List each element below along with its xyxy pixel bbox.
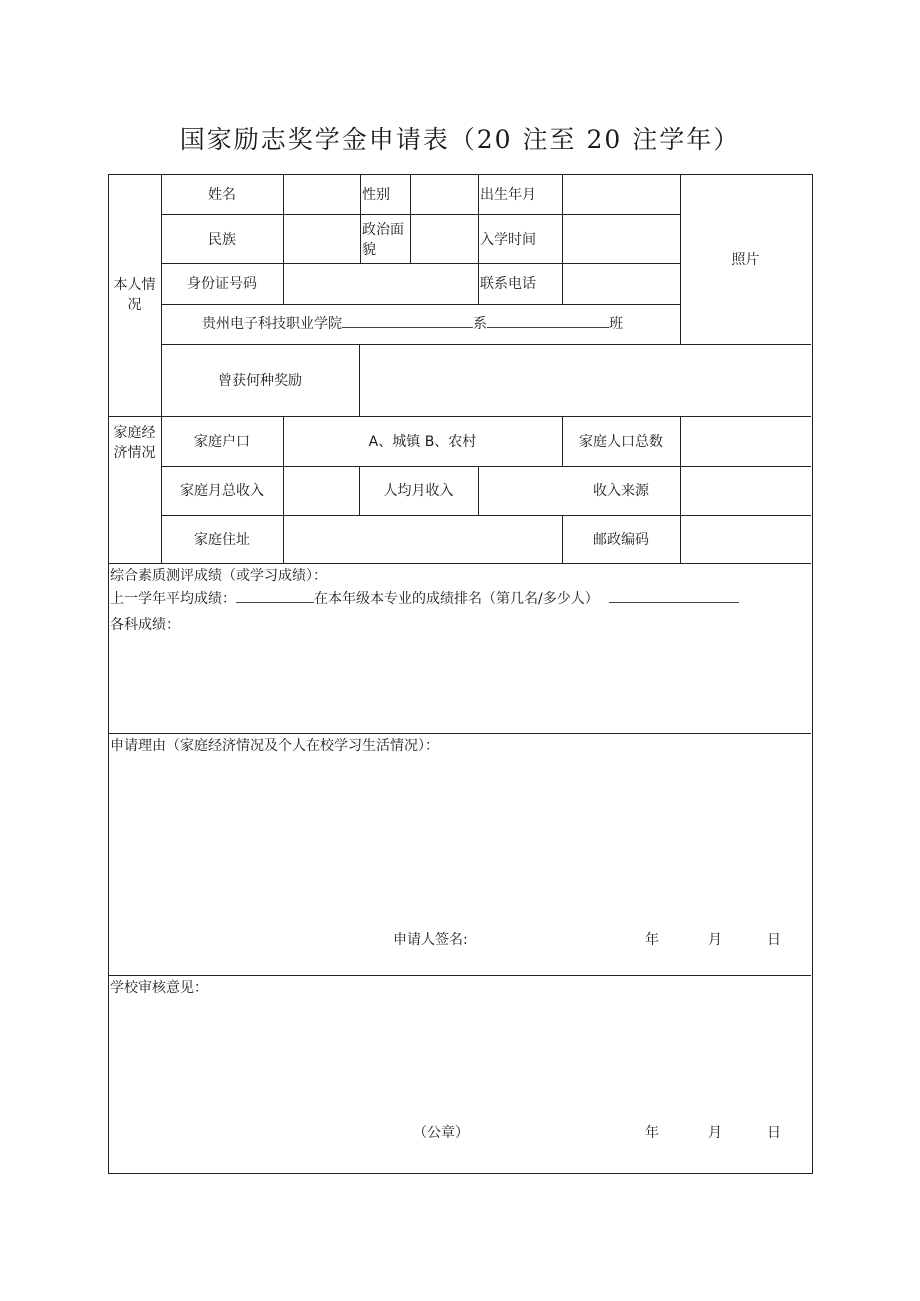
school-month: 月 bbox=[708, 1125, 722, 1141]
birth-label: 出生年月 bbox=[480, 187, 536, 203]
school-day: 日 bbox=[767, 1125, 781, 1141]
postcode-label: 邮政编码 bbox=[593, 532, 649, 548]
dept-blank[interactable] bbox=[342, 314, 473, 328]
form-title: 国家励志奖学金申请表（20 注至 20 注学年） bbox=[179, 125, 741, 154]
reason-year: 年 bbox=[645, 932, 659, 948]
signature-label: 申请人签名: bbox=[393, 932, 468, 948]
photo-label: 照片 bbox=[731, 252, 760, 268]
name-label: 姓名 bbox=[208, 187, 236, 203]
rank-text: 在本年级本专业的成绩排名（第几名/多少人） bbox=[314, 591, 599, 607]
class-blank[interactable] bbox=[487, 314, 609, 328]
hukou-label: 家庭户口 bbox=[194, 434, 250, 450]
id-label: 身份证号码 bbox=[187, 276, 257, 292]
income-label: 家庭月总收入 bbox=[180, 483, 264, 499]
gender-label: 性别 bbox=[362, 187, 390, 203]
reason-month: 月 bbox=[708, 932, 722, 948]
source-label: 收入来源 bbox=[593, 483, 649, 499]
section-label-family: 家庭经 济情况 bbox=[113, 425, 156, 461]
section-label-personal: 本人情 况 bbox=[113, 277, 156, 313]
class-suffix: 班 bbox=[609, 316, 623, 332]
dept-suffix: 系 bbox=[473, 316, 487, 332]
subjects-label: 各科成绩： bbox=[110, 617, 180, 633]
avg-prefix: 上一学年平均成绩： bbox=[110, 591, 236, 607]
hukou-options: A、城镇 B、农村 bbox=[368, 434, 477, 450]
school-year: 年 bbox=[645, 1125, 659, 1141]
members-label: 家庭人口总数 bbox=[579, 434, 663, 450]
political-label: 政治面 貌 bbox=[362, 222, 404, 258]
grades-heading: 综合素质测评成绩（或学习成绩）： bbox=[110, 568, 327, 584]
avg-blank[interactable] bbox=[236, 589, 314, 603]
reason-day: 日 bbox=[767, 932, 781, 948]
enroll-label: 入学时间 bbox=[480, 232, 536, 248]
awards-label: 曾获何种奖励 bbox=[218, 373, 302, 389]
address-label: 家庭住址 bbox=[194, 532, 250, 548]
reason-heading: 申请理由（家庭经济情况及个人在校学习生活情况）： bbox=[110, 738, 439, 754]
school-line bbox=[202, 314, 623, 334]
seal-label: （公章） bbox=[413, 1125, 469, 1141]
per-capita-label: 人均月收入 bbox=[383, 483, 454, 499]
avg-line bbox=[110, 589, 739, 609]
ethnicity-label: 民族 bbox=[208, 232, 236, 248]
rank-blank[interactable] bbox=[609, 589, 739, 603]
school-heading: 学校审核意见： bbox=[110, 980, 208, 996]
school-name: 贵州电子科技职业学院 bbox=[202, 316, 342, 332]
phone-label: 联系电话 bbox=[480, 276, 536, 292]
